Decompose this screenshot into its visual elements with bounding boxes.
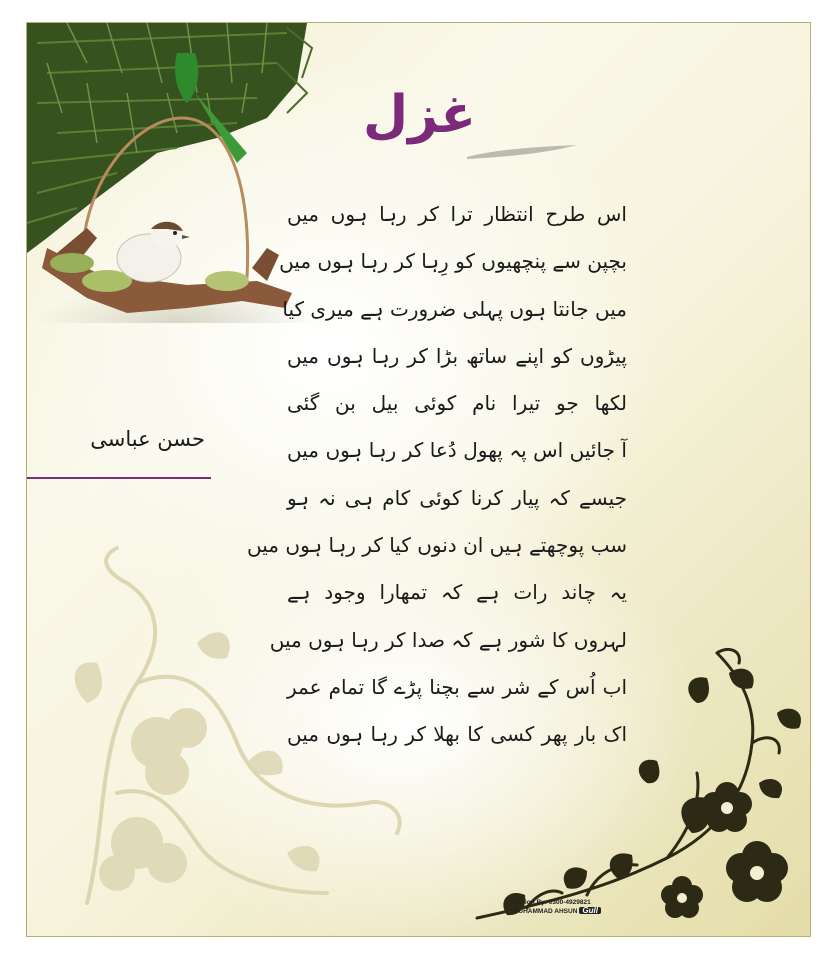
poem-line: لکھا جو تیرا نام کوئی بیل بن گئی — [287, 391, 627, 416]
title-swash-icon — [467, 143, 577, 163]
poet-divider — [27, 477, 211, 479]
poem-line: پیڑوں کو اپنے ساتھ بڑا کر رہا ہوں میں — [287, 343, 627, 368]
poem-line: جیسے کہ پیار کرنا کوئی کام ہی نہ ہو — [287, 485, 627, 510]
poem-line: اک بار پھر کسی کا بھلا کر رہا ہوں میں — [287, 722, 627, 747]
poem-line: آ جائیں اس پہ پھول دُعا کر رہا ہوں میں — [287, 438, 627, 463]
poem-line: لہروں کا شور ہے کہ صدا کر رہا ہوں میں — [269, 627, 627, 652]
design-credit — [513, 899, 601, 915]
poem-line: میں جانتا ہوں پہلی ضرورت ہے میری کیا — [282, 296, 627, 321]
poem-line: بچپن سے پنچھیوں کو رِہا کر رہا ہوں میں — [279, 249, 627, 274]
poet-name: حسن عباسی — [90, 427, 205, 451]
credit-name-row — [513, 907, 601, 916]
poem-lines — [247, 191, 627, 759]
poem-card — [26, 22, 811, 937]
page-title: غزل — [363, 85, 476, 145]
bird-on-swing-icon — [27, 23, 317, 323]
credit-name: MUHAMMAD AHSUN — [513, 907, 578, 915]
poem-line: اب اُس کے شر سے بچنا پڑے گا تمام عمر — [287, 674, 627, 699]
poem-line: یہ چاند رات ہے کہ تمھارا وجود ہے — [287, 580, 627, 605]
poem-line: سب پوچھتے ہیں ان دنوں کیا کر رہا ہوں میں — [247, 533, 627, 558]
credit-line: Design By: 0300-4929821 — [513, 899, 591, 906]
credit-badge: Gull — [579, 907, 601, 915]
poem-line: اس طرح انتظار ترا کر رہا ہوں میں — [287, 202, 627, 226]
